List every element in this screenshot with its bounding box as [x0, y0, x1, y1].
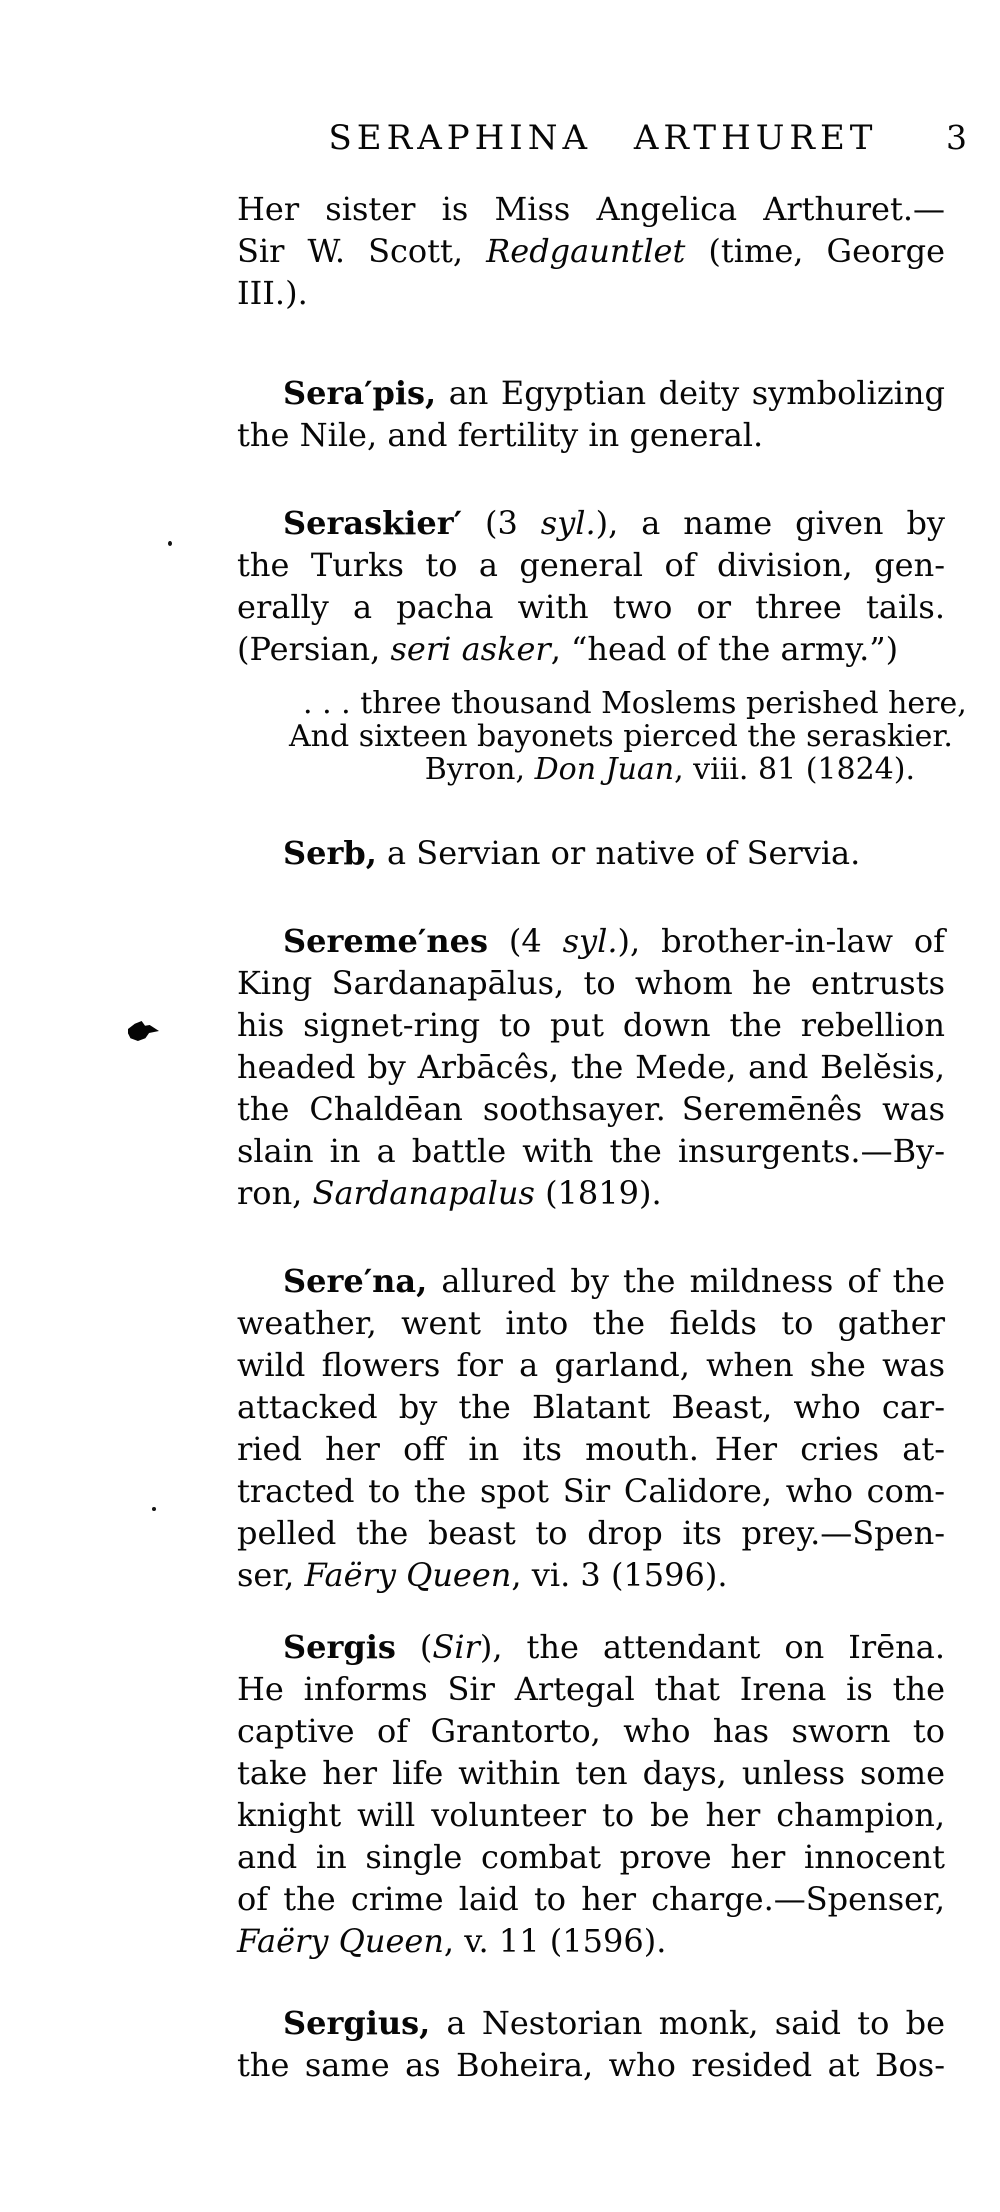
text-line — [237, 1794, 945, 1836]
text-line — [237, 1470, 945, 1512]
text-line — [237, 1004, 945, 1046]
entry-sergis — [237, 1626, 945, 1962]
text-line — [237, 372, 945, 414]
headword: Sereme′nes — [283, 922, 488, 960]
text-line — [237, 188, 945, 230]
headword: Sera′pis, — [283, 374, 437, 412]
text-segment: slain in a battle with the insurgents.—By- — [237, 1132, 945, 1170]
text-segment: And sixteen bayonets pierced the seraskier. — [289, 719, 953, 754]
text-segment: ), a name given by — [595, 504, 945, 542]
text-segment: (time, George — [685, 232, 946, 270]
text-segment: knight will volunteer to be her champion, — [237, 1796, 945, 1834]
entry-serena — [237, 1260, 945, 1596]
text-line — [237, 1626, 945, 1668]
text-segment: pelled the beast to drop its prey.—Spen- — [237, 1514, 945, 1552]
headword: Sergis — [283, 1628, 396, 1666]
text-segment: his signet-ring to put down the rebellion — [237, 1006, 945, 1044]
text-line — [237, 628, 945, 670]
text-line — [237, 832, 945, 874]
text-line — [237, 544, 945, 586]
text-segment: headed by Arbācês, the Mede, and Belĕsis, — [237, 1048, 945, 1086]
text-segment: King Sardanapālus, to whom he entrusts — [237, 964, 945, 1002]
text-segment: ), brother-in-law of — [617, 922, 946, 960]
text-segment: ser, — [237, 1556, 305, 1594]
text-line — [237, 414, 945, 456]
headword: Sere′na, — [283, 1262, 428, 1300]
text-segment: an Egyptian deity symbolizing — [436, 374, 945, 412]
page-header-title: SERAPHINA ARTHURET — [328, 118, 878, 158]
text-line — [237, 1554, 945, 1596]
text-segment: (1819). — [534, 1174, 662, 1212]
headword: Sergius, — [283, 2004, 431, 2042]
text-line — [237, 1260, 945, 1302]
text-line — [237, 1088, 945, 1130]
text-segment: erally a pacha with two or three tails. — [237, 588, 945, 626]
text-segment: wild flowers for a garland, when she was — [237, 1346, 945, 1384]
headword: Seraskier′ — [283, 504, 463, 542]
text-line — [237, 1130, 945, 1172]
text-line — [237, 230, 945, 272]
entry-arthuret-continuation — [237, 188, 945, 314]
text-segment: (Persian, — [237, 630, 391, 668]
text-segment: Faëry Queen — [237, 1922, 444, 1960]
text-line — [237, 1172, 945, 1214]
text-column — [237, 188, 967, 2086]
text-line — [237, 1386, 945, 1428]
running-head — [237, 116, 945, 160]
text-segment: syl. — [540, 504, 596, 542]
text-segment: . . . three thousand Moslems perished here, — [303, 686, 967, 721]
text-segment: of the crime laid to her charge.—Spenser, — [237, 1880, 945, 1918]
text-line — [237, 1302, 945, 1344]
entry-sergius — [237, 2002, 945, 2086]
text-line — [237, 1752, 945, 1794]
text-segment: Sir W. Scott, — [237, 232, 487, 270]
text-segment: III.). — [237, 274, 308, 312]
text-line — [237, 2002, 945, 2044]
text-segment: and in single combat prove her innocent — [237, 1838, 945, 1876]
entry-serb — [237, 832, 945, 874]
text-segment: tracted to the spot Sir Calidore, who com- — [237, 1472, 945, 1510]
verse-line — [237, 686, 967, 721]
text-segment: , vi. 3 (1596). — [511, 1556, 728, 1594]
text-segment: ), the attendant on Irēna. — [479, 1628, 946, 1666]
text-segment: a Servian or native of Servia. — [376, 834, 861, 872]
entry-seraskier — [237, 502, 945, 670]
verse-citation — [237, 753, 945, 786]
text-line — [237, 1512, 945, 1554]
text-line — [237, 1920, 945, 1962]
text-segment: captive of Grantorto, who has sworn to — [237, 1712, 945, 1750]
ink-blot-mark — [128, 1021, 159, 1041]
text-segment: take her life within ten days, unless some — [237, 1754, 945, 1792]
text-segment: Redgauntlet — [486, 232, 686, 270]
text-segment: , “head of the army.”) — [550, 630, 899, 668]
scan-speck — [168, 541, 172, 546]
text-segment: the Turks to a general of division, gen- — [237, 546, 945, 584]
text-segment: weather, went into the fields to gather — [237, 1304, 945, 1342]
text-line — [237, 272, 945, 314]
text-line — [237, 1668, 945, 1710]
text-segment: a Nestorian monk, said to be — [430, 2004, 945, 2042]
entry-serapis — [237, 372, 945, 456]
text-line — [237, 1428, 945, 1470]
text-segment: syl. — [562, 922, 618, 960]
text-segment: , v. 11 (1596). — [443, 1922, 667, 1960]
text-line — [237, 586, 945, 628]
text-segment: seri asker — [390, 630, 551, 668]
text-segment: , viii. 81 (1824). — [674, 752, 915, 787]
text-line — [237, 2044, 945, 2086]
entry-seraskier-verse — [237, 686, 967, 787]
entry-seremenes — [237, 920, 945, 1214]
text-segment: Sir — [432, 1628, 480, 1666]
text-segment: Sardanapalus — [312, 1174, 535, 1212]
text-segment: allured by the mildness of the — [427, 1262, 945, 1300]
text-segment: the same as Boheira, who resided at Bos- — [237, 2046, 945, 2084]
scan-speck — [152, 1507, 156, 1511]
headword: Serb, — [283, 834, 377, 872]
text-segment: Byron, — [424, 752, 535, 787]
text-line — [237, 1046, 945, 1088]
text-segment: the Chaldēan soothsayer. Seremēnês was — [237, 1090, 945, 1128]
text-segment: attacked by the Blatant Beast, who car- — [237, 1388, 945, 1426]
text-line — [237, 962, 945, 1004]
verse-line — [237, 719, 953, 754]
text-segment: (4 — [487, 922, 563, 960]
text-segment: Don Juan — [534, 752, 675, 787]
text-segment: ( — [395, 1628, 433, 1666]
text-line — [237, 502, 945, 544]
text-line — [237, 920, 945, 962]
text-segment: (3 — [462, 504, 541, 542]
text-segment: ron, — [237, 1174, 313, 1212]
text-segment: He informs Sir Artegal that Irena is the — [237, 1670, 945, 1708]
text-segment: Faëry Queen — [304, 1556, 512, 1594]
text-line — [237, 1878, 945, 1920]
text-segment: ried her off in its mouth. Her cries at- — [237, 1430, 945, 1468]
text-segment: the Nile, and fertility in general. — [237, 416, 764, 454]
text-segment: Her sister is Miss Angelica Arthuret.— — [237, 190, 945, 228]
text-line — [237, 1710, 945, 1752]
text-line — [237, 1836, 945, 1878]
text-line — [237, 1344, 945, 1386]
page-number: 3 — [946, 118, 967, 157]
